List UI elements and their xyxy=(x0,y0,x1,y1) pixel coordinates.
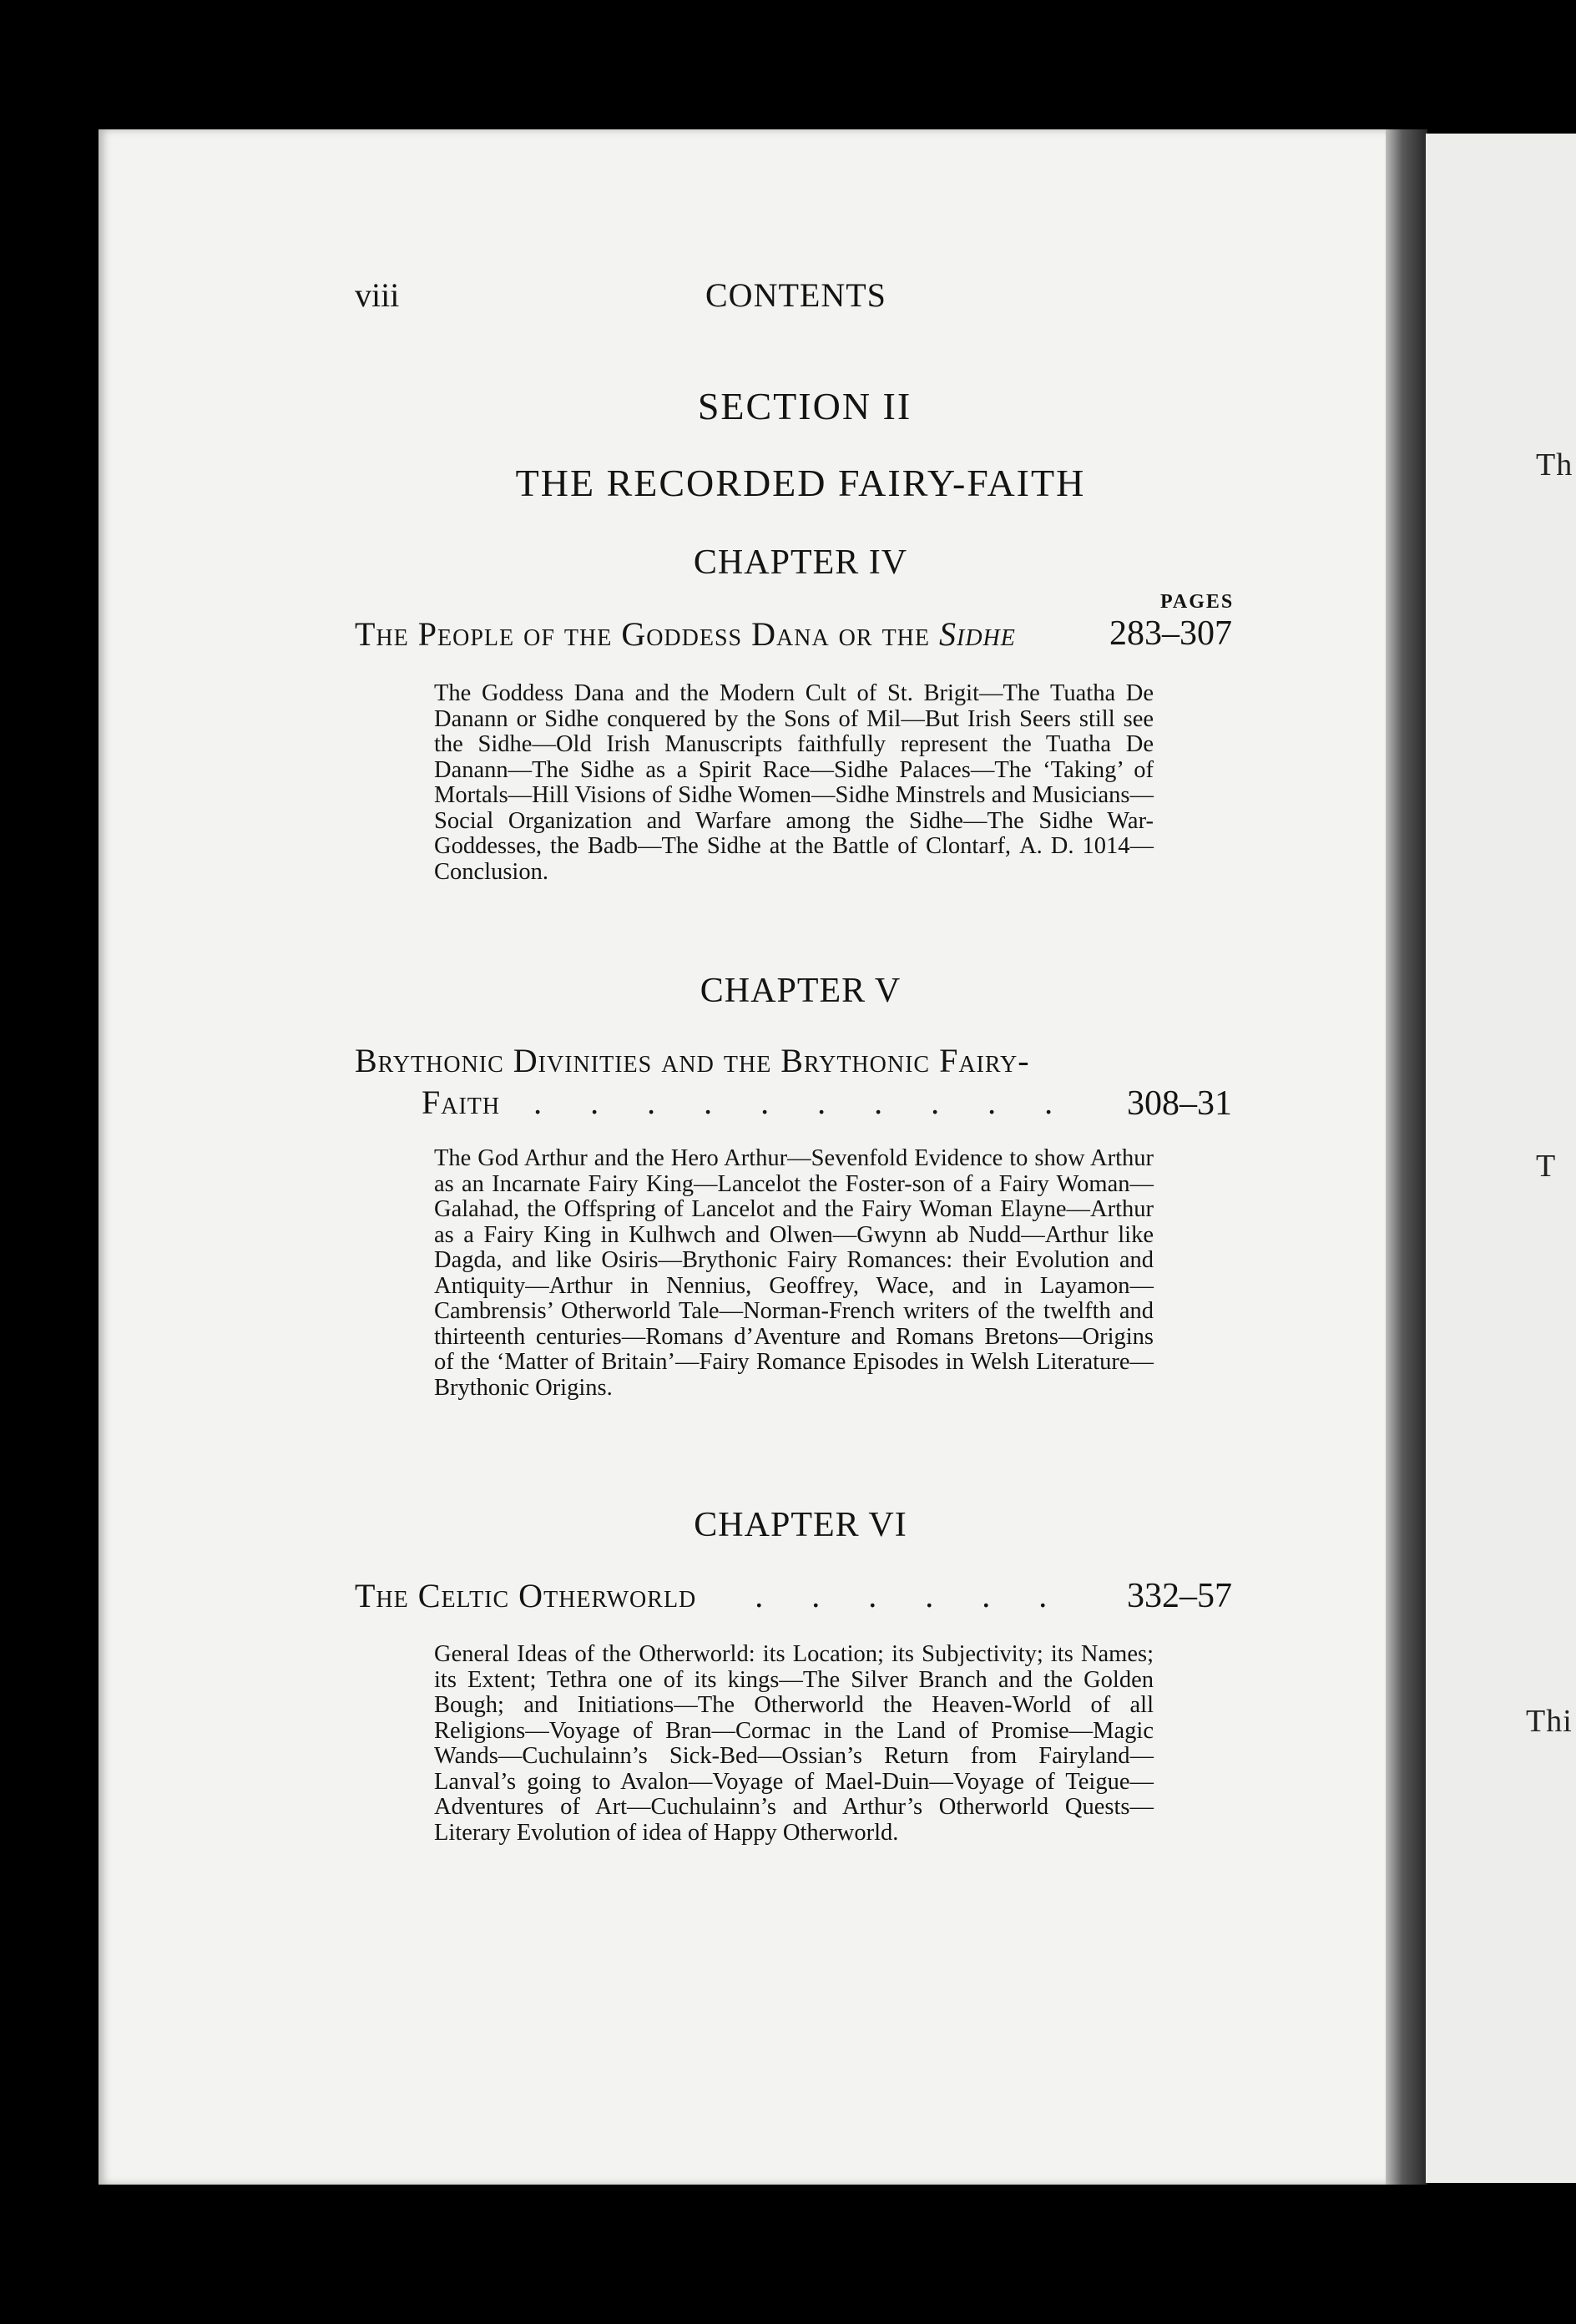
section-title: THE RECORDED FAIRY-FAITH xyxy=(515,462,1086,504)
chapter-summary xyxy=(434,1642,1154,1846)
chapter-title xyxy=(355,614,1016,654)
chapter-heading: CHAPTER VI xyxy=(694,1506,907,1544)
running-title: CONTENTS xyxy=(705,276,886,314)
chapter-title: Brythonic Divinities and the Brythonic Fairy- xyxy=(355,1042,1030,1079)
chapter-pages: 308–31 xyxy=(1127,1084,1232,1123)
chapter-pages: 332–57 xyxy=(1127,1577,1232,1615)
chapter-title-italic: Sidhe xyxy=(939,615,1016,653)
facing-page-fragment: Thi xyxy=(1526,1704,1573,1739)
pages-label: PAGES xyxy=(1160,591,1235,613)
chapter-title-continued xyxy=(422,1083,1073,1122)
summary-text-end: —Conclusion. xyxy=(434,833,1154,885)
chapter-title xyxy=(355,1576,1067,1615)
chapter-heading: CHAPTER IV xyxy=(693,543,908,582)
leader-dots: . . . . . . . . . . xyxy=(533,1084,1073,1121)
chapter-title-text: The People of the Goddess Dana or the xyxy=(355,615,939,653)
chapter-pages: 283–307 xyxy=(1109,614,1232,653)
chapter-heading: CHAPTER V xyxy=(700,972,902,1010)
chapter-summary xyxy=(434,1146,1154,1401)
chapter-title-text: Faith xyxy=(422,1084,501,1121)
page-edge xyxy=(1386,129,1427,2185)
section-number: SECTION II xyxy=(697,385,912,427)
facing-page-fragment: T xyxy=(1536,1149,1557,1184)
summary-date: A. D. 1014 xyxy=(1019,833,1130,859)
chapter-summary xyxy=(434,681,1154,885)
summary-text: General Ideas of the Otherworld: its Location; its Subjectivity; its Names; its Extent; Tethra one of its kings—The Silver Branch and the Golden Bough; and Initiations—The Otherworld the Heaven-World of all Religions—Voyage of Bran—Cormac in the Land of Promise—Magic Wands—Cuchulainn’s Sick-Bed—Ossian’s Return from Fairyland—Lanval’s going to Avalon—Voyage of Mael-Duin—Voyage of Teigue—Adventures of Art—Cuchulainn’s and Arthur’s Otherworld Quests—Literary Evolution of idea of Happy Otherworld. xyxy=(434,1641,1154,1846)
summary-text: The Goddess Dana and the Modern Cult of St. Brigit—The Tuatha De Danann or Sidhe conquered by the Sons of Mil—But Irish Seers still see the Sidhe—Old Irish Manuscripts faithfully represent the Tuatha De Danann—The Sidhe as a Spirit Race—Sidhe Palaces—The ‘Taking’ of Mortals—Hill Visions of Sidhe Women—Sidhe Minstrels and Musicians—Social Organization and Warfare among the Sidhe—The Sidhe War-Goddesses, the Badb—The Sidhe at the Battle of Clontarf, xyxy=(434,680,1154,859)
page-number: viii xyxy=(355,276,400,314)
chapter-title-text: The Celtic Otherworld xyxy=(355,1577,697,1614)
leader-dots: . . . . . . xyxy=(755,1577,1068,1614)
facing-page-fragment: Th xyxy=(1536,447,1573,482)
summary-text: The God Arthur and the Hero Arthur—Sevenfold Evidence to show Arthur as an Incarnate Fairy King—Lancelot the Foster-son of a Fairy Woman—Galahad, the Offspring of Lancelot and the Fairy Woman Elayne—Arthur as a Fairy King in Kulhwch and Olwen—Gwynn ab Nudd—Arthur like Dagda, and like Osiris—Brythonic Fairy Romances: their Evolution and Antiquity—Arthur in Nennius, Geoffrey, Wace, and in Layamon—Cambrensis’ Otherworld Tale—Norman-French writers of the twelfth and thirteenth centuries—Romans d’Aventure and Romans Bretons—Origins of the ‘Matter of Britain’—Fairy Romance Episodes in Welsh Literature—Brythonic Origins. xyxy=(434,1145,1154,1401)
